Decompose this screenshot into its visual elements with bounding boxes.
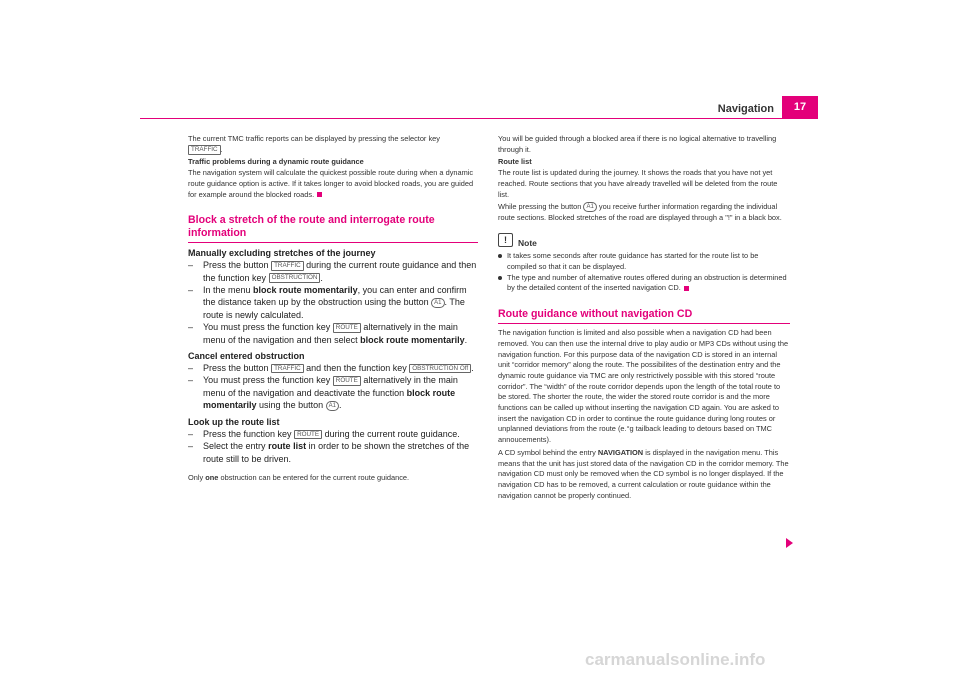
intro-paragraph: The current TMC traffic reports can be displayed by pressing the selector key TRAFFIC . (188, 134, 440, 154)
note-icon: ! (498, 233, 513, 247)
end-mark-icon (317, 192, 322, 197)
cd-symbol-paragraph: A CD symbol behind the entry NAVIGATION is displayed in the navigation menu. This means that the unit has just stored data of the navigation CD in the corridor memory. The navigation CD must only be removed when the CD symbol is no longer displayed. If the navigation CD has to be removed, a current calculation or route guidance within the navigation cannot be properly continued. (498, 447, 789, 500)
route-key: ROUTE (333, 376, 361, 386)
traffic-problems-subheading: Traffic problems during a dynamic route guidance (188, 157, 364, 167)
obstruction-off-key: OBSTRUCTION Off (409, 364, 471, 374)
route-list-heading: Look up the route list (188, 416, 280, 427)
only-one-obstruction-note: Only one obstruction can be entered for the current route guidance. (188, 472, 410, 482)
note-header (498, 232, 790, 249)
traffic-key: TRAFFIC (188, 145, 221, 155)
page-number: 17 (782, 96, 818, 118)
end-mark-icon (684, 286, 689, 291)
next-page-arrow-icon[interactable] (786, 538, 793, 548)
route-list-paragraph: The route list is updated during the journey. It shows the roads that you have not yet reached. Route sections that you have already travelled will be deleted from the route list. (498, 168, 778, 199)
list-item: – Press the function key ROUTE during the current route guidance. (188, 428, 460, 439)
list-item: – Press the button TRAFFIC during the current route guidance and then the function key OBSTRUCTION . (188, 260, 477, 283)
right-column (498, 134, 790, 503)
blocked-area-paragraph: You will be guided through a blocked area if there is no logical alternative to travelling through it. (498, 134, 777, 154)
traffic-key: TRAFFIC (271, 364, 304, 374)
route-key: ROUTE (333, 323, 361, 333)
a1-callout-icon: A1 (431, 298, 444, 308)
header-rule (140, 118, 818, 119)
cancel-obstruction-heading: Cancel entered obstruction (188, 351, 305, 362)
corridor-memory-paragraph: The navigation function is limited and also possible when a navigation CD had been removed. You can then use the internal drive to play audio or MP3 CDs without using the navigation function. For this purpose data of the navigation CD is stored in an internal unit “corridor memory” along the route. The possibilites of the destination entry and the dynamic route guidance via TMC are only restrictively possible with this stored “route corridor”. The “width” of the route corridor depends upon the length of the total route to be stored. The shorter the route, the wider the stored route corridor is and the more functions can be called up without inserting the navigation CD again. You are asked to insert the navigation CD in order to continue the route guidance during long routes or unplanned deviations from the route (e.°g tailback leading to detours based on TMC annoucements). (498, 328, 789, 445)
manual-exclusion-heading: Manually excluding stretches of the journey (188, 248, 376, 259)
note-bullet: It takes some seconds after route guidance has started for the route list to be compiled so that it can be displayed. (498, 251, 790, 272)
route-guidance-section-heading: Route guidance without navigation CD (498, 308, 790, 324)
dynamic-route-paragraph: The navigation system will calculate the quickest possible route during when a dynamic route guidance option is active. If it takes longer to avoid blocked roads, you are guided for example around the blocked roads. (188, 168, 474, 199)
list-item: – In the menu block route momentarily, you can enter and confirm the distance taken up by the obstruction using the button A1 . The route is newly calculated. (188, 285, 467, 320)
a1-callout-icon: A1 (583, 202, 596, 212)
list-item: – You must press the function key ROUTE alternatively in the main menu of the navigation and then select block route momentarily. (188, 322, 468, 345)
route-info-paragraph: While pressing the button A1 you receive further information regarding the individual route sections. Blocked stretches of the road are displayed through a "!" in a black box. (498, 202, 782, 222)
watermark: carmanualsonline.info (585, 650, 766, 669)
list-item: – You must press the function key ROUTE alternatively in the main menu of the navigation and deactivate the function block route momentarily using the button A1 . (188, 375, 458, 411)
note-bullet: The type and number of alternative routes offered during an obstruction is determined by the detailed content of the inserted navigation CD. (498, 273, 790, 294)
note-title: Note (518, 237, 537, 248)
bullet-dot-icon (498, 254, 502, 258)
list-item: – Select the entry route list in order to be shown the stretches of the route still to be driven. (188, 441, 470, 464)
bullet-dot-icon (498, 276, 502, 280)
header-title: Navigation (717, 103, 774, 115)
obstruction-key: OBSTRUCTION (269, 273, 321, 283)
left-column (188, 134, 478, 486)
route-key: ROUTE (294, 430, 322, 440)
block-route-section-heading: Block a stretch of the route and interrogate route information (188, 214, 478, 243)
traffic-key: TRAFFIC (271, 261, 304, 271)
a1-callout-icon: A1 (326, 401, 339, 411)
route-list-subheading: Route list (498, 157, 532, 167)
list-item: – Press the button TRAFFIC and then the function key OBSTRUCTION Off . (188, 363, 474, 374)
